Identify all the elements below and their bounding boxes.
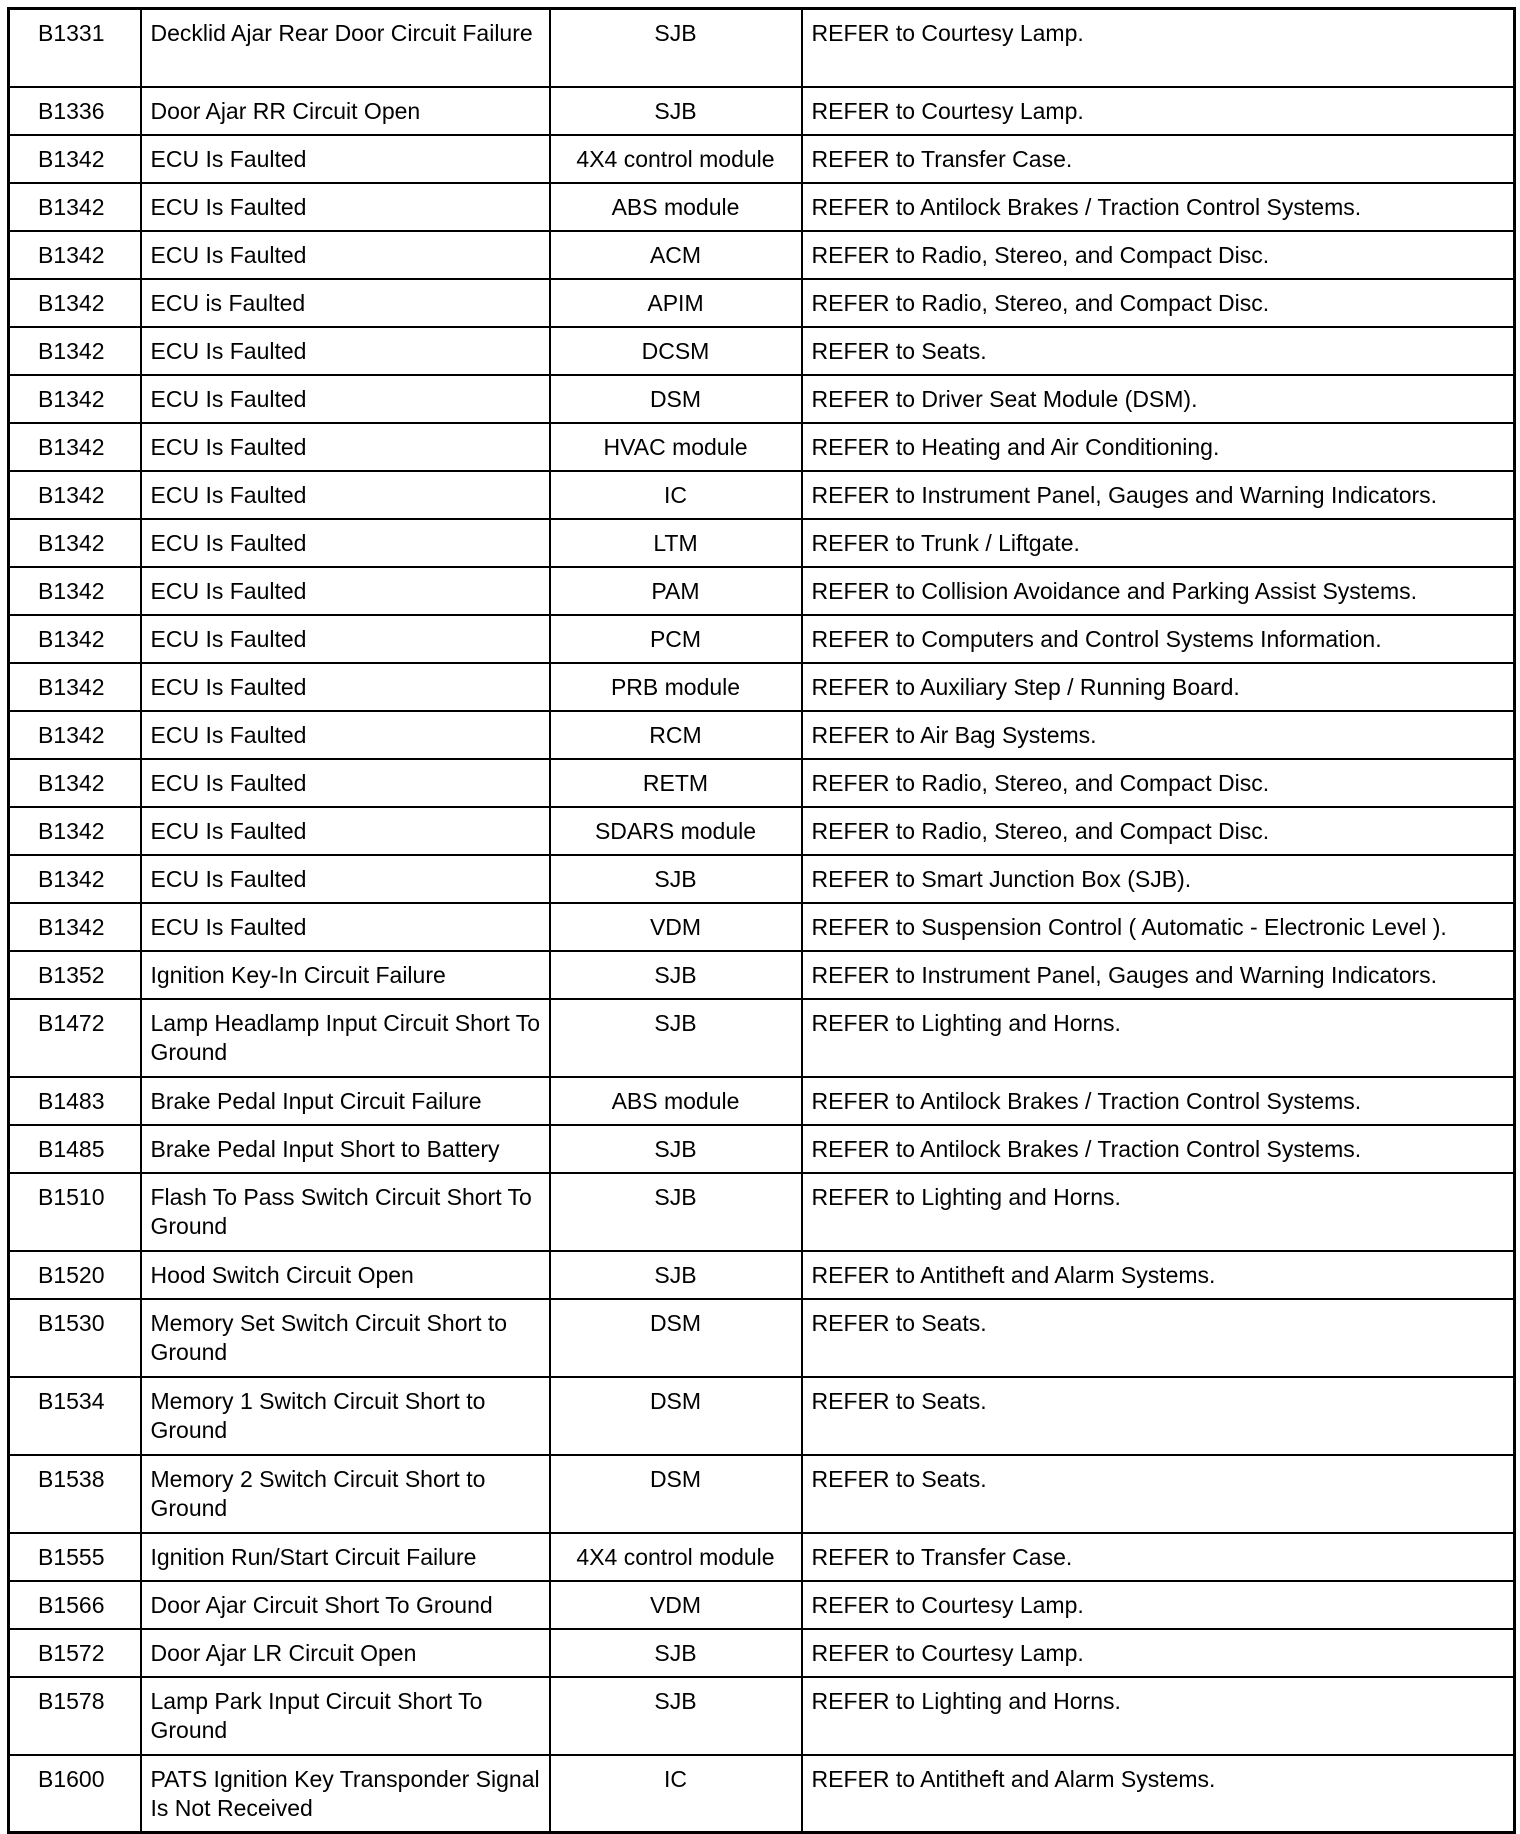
dtc-description-cell: ECU Is Faulted: [141, 567, 550, 615]
dtc-description-cell: Ignition Key-In Circuit Failure: [141, 951, 550, 999]
table-row: [9, 759, 1515, 807]
dtc-table: [7, 7, 1516, 1834]
table-row: [9, 327, 1515, 375]
dtc-table-body: [9, 9, 1515, 1833]
dtc-code-cell: B1342: [9, 423, 141, 471]
table-row: [9, 615, 1515, 663]
module-name-cell: ABS module: [550, 183, 802, 231]
module-name-cell: APIM: [550, 279, 802, 327]
dtc-code-cell: B1566: [9, 1581, 141, 1629]
table-row: [9, 567, 1515, 615]
table-row: [9, 471, 1515, 519]
table-row: [9, 375, 1515, 423]
action-text-cell: REFER to Collision Avoidance and Parking Assist Systems.: [802, 567, 1515, 615]
dtc-description-cell: Lamp Park Input Circuit Short To Ground: [141, 1677, 550, 1755]
dtc-code-cell: B1342: [9, 711, 141, 759]
action-text-cell: REFER to Antitheft and Alarm Systems.: [802, 1755, 1515, 1833]
dtc-code-cell: B1342: [9, 327, 141, 375]
action-text-cell: REFER to Driver Seat Module (DSM).: [802, 375, 1515, 423]
dtc-description-cell: Flash To Pass Switch Circuit Short To Ground: [141, 1173, 550, 1251]
module-name-cell: ABS module: [550, 1077, 802, 1125]
module-name-cell: SJB: [550, 87, 802, 135]
module-name-cell: IC: [550, 471, 802, 519]
dtc-code-cell: B1485: [9, 1125, 141, 1173]
dtc-code-cell: B1342: [9, 471, 141, 519]
dtc-code-cell: B1342: [9, 759, 141, 807]
module-name-cell: LTM: [550, 519, 802, 567]
dtc-description-cell: ECU Is Faulted: [141, 519, 550, 567]
table-row: [9, 9, 1515, 87]
action-text-cell: REFER to Radio, Stereo, and Compact Disc.: [802, 231, 1515, 279]
module-name-cell: DSM: [550, 375, 802, 423]
dtc-code-cell: B1336: [9, 87, 141, 135]
table-row: [9, 1533, 1515, 1581]
action-text-cell: REFER to Computers and Control Systems Information.: [802, 615, 1515, 663]
dtc-description-cell: ECU Is Faulted: [141, 471, 550, 519]
module-name-cell: SDARS module: [550, 807, 802, 855]
dtc-code-cell: B1472: [9, 999, 141, 1077]
module-name-cell: DSM: [550, 1377, 802, 1455]
dtc-description-cell: ECU Is Faulted: [141, 327, 550, 375]
table-row: [9, 1173, 1515, 1251]
module-name-cell: SJB: [550, 1251, 802, 1299]
module-name-cell: SJB: [550, 999, 802, 1077]
module-name-cell: DSM: [550, 1455, 802, 1533]
table-row: [9, 1455, 1515, 1533]
action-text-cell: REFER to Courtesy Lamp.: [802, 87, 1515, 135]
module-name-cell: ACM: [550, 231, 802, 279]
table-row: [9, 279, 1515, 327]
dtc-description-cell: Memory Set Switch Circuit Short to Ground: [141, 1299, 550, 1377]
module-name-cell: DCSM: [550, 327, 802, 375]
action-text-cell: REFER to Transfer Case.: [802, 1533, 1515, 1581]
action-text-cell: REFER to Instrument Panel, Gauges and Warning Indicators.: [802, 471, 1515, 519]
dtc-code-cell: B1352: [9, 951, 141, 999]
dtc-description-cell: ECU Is Faulted: [141, 759, 550, 807]
dtc-description-cell: Memory 1 Switch Circuit Short to Ground: [141, 1377, 550, 1455]
action-text-cell: REFER to Seats.: [802, 1299, 1515, 1377]
action-text-cell: REFER to Suspension Control ( Automatic - Electronic Level ).: [802, 903, 1515, 951]
action-text-cell: REFER to Heating and Air Conditioning.: [802, 423, 1515, 471]
table-row: [9, 1251, 1515, 1299]
action-text-cell: REFER to Courtesy Lamp.: [802, 1581, 1515, 1629]
action-text-cell: REFER to Instrument Panel, Gauges and Warning Indicators.: [802, 951, 1515, 999]
module-name-cell: VDM: [550, 1581, 802, 1629]
dtc-description-cell: ECU Is Faulted: [141, 615, 550, 663]
table-row: [9, 1377, 1515, 1455]
table-row: [9, 951, 1515, 999]
action-text-cell: REFER to Radio, Stereo, and Compact Disc.: [802, 279, 1515, 327]
dtc-code-cell: B1578: [9, 1677, 141, 1755]
dtc-code-cell: B1534: [9, 1377, 141, 1455]
action-text-cell: REFER to Air Bag Systems.: [802, 711, 1515, 759]
dtc-code-cell: B1555: [9, 1533, 141, 1581]
module-name-cell: PRB module: [550, 663, 802, 711]
module-name-cell: 4X4 control module: [550, 135, 802, 183]
action-text-cell: REFER to Seats.: [802, 1377, 1515, 1455]
action-text-cell: REFER to Smart Junction Box (SJB).: [802, 855, 1515, 903]
action-text-cell: REFER to Auxiliary Step / Running Board.: [802, 663, 1515, 711]
action-text-cell: REFER to Lighting and Horns.: [802, 1173, 1515, 1251]
dtc-description-cell: Door Ajar RR Circuit Open: [141, 87, 550, 135]
dtc-description-cell: Ignition Run/Start Circuit Failure: [141, 1533, 550, 1581]
dtc-description-cell: ECU Is Faulted: [141, 375, 550, 423]
action-text-cell: REFER to Seats.: [802, 1455, 1515, 1533]
module-name-cell: IC: [550, 1755, 802, 1833]
action-text-cell: REFER to Antilock Brakes / Traction Control Systems.: [802, 1077, 1515, 1125]
dtc-description-cell: ECU Is Faulted: [141, 183, 550, 231]
module-name-cell: SJB: [550, 9, 802, 87]
dtc-description-cell: Hood Switch Circuit Open: [141, 1251, 550, 1299]
dtc-description-cell: Brake Pedal Input Short to Battery: [141, 1125, 550, 1173]
module-name-cell: HVAC module: [550, 423, 802, 471]
dtc-code-cell: B1538: [9, 1455, 141, 1533]
table-row: [9, 135, 1515, 183]
dtc-description-cell: Memory 2 Switch Circuit Short to Ground: [141, 1455, 550, 1533]
dtc-code-cell: B1510: [9, 1173, 141, 1251]
table-row: [9, 903, 1515, 951]
dtc-code-cell: B1342: [9, 807, 141, 855]
action-text-cell: REFER to Antitheft and Alarm Systems.: [802, 1251, 1515, 1299]
dtc-code-cell: B1331: [9, 9, 141, 87]
dtc-code-cell: B1520: [9, 1251, 141, 1299]
table-row: [9, 1077, 1515, 1125]
dtc-code-cell: B1342: [9, 615, 141, 663]
dtc-code-cell: B1342: [9, 183, 141, 231]
action-text-cell: REFER to Antilock Brakes / Traction Control Systems.: [802, 1125, 1515, 1173]
dtc-code-cell: B1342: [9, 663, 141, 711]
module-name-cell: SJB: [550, 855, 802, 903]
table-row: [9, 999, 1515, 1077]
module-name-cell: RETM: [550, 759, 802, 807]
dtc-description-cell: Brake Pedal Input Circuit Failure: [141, 1077, 550, 1125]
module-name-cell: DSM: [550, 1299, 802, 1377]
module-name-cell: RCM: [550, 711, 802, 759]
dtc-description-cell: ECU Is Faulted: [141, 903, 550, 951]
dtc-code-cell: B1530: [9, 1299, 141, 1377]
dtc-code-cell: B1342: [9, 855, 141, 903]
dtc-description-cell: PATS Ignition Key Transponder Signal Is Not Received: [141, 1755, 550, 1833]
table-row: [9, 663, 1515, 711]
module-name-cell: PAM: [550, 567, 802, 615]
action-text-cell: REFER to Antilock Brakes / Traction Control Systems.: [802, 183, 1515, 231]
dtc-code-cell: B1600: [9, 1755, 141, 1833]
dtc-code-cell: B1483: [9, 1077, 141, 1125]
module-name-cell: SJB: [550, 1173, 802, 1251]
module-name-cell: SJB: [550, 951, 802, 999]
action-text-cell: REFER to Courtesy Lamp.: [802, 1629, 1515, 1677]
action-text-cell: REFER to Lighting and Horns.: [802, 999, 1515, 1077]
dtc-code-cell: B1342: [9, 519, 141, 567]
dtc-code-cell: B1572: [9, 1629, 141, 1677]
module-name-cell: SJB: [550, 1677, 802, 1755]
dtc-description-cell: Lamp Headlamp Input Circuit Short To Ground: [141, 999, 550, 1077]
action-text-cell: REFER to Lighting and Horns.: [802, 1677, 1515, 1755]
dtc-code-cell: B1342: [9, 903, 141, 951]
action-text-cell: REFER to Trunk / Liftgate.: [802, 519, 1515, 567]
dtc-description-cell: ECU Is Faulted: [141, 711, 550, 759]
table-row: [9, 855, 1515, 903]
dtc-code-cell: B1342: [9, 231, 141, 279]
table-row: [9, 1629, 1515, 1677]
dtc-description-cell: ECU Is Faulted: [141, 663, 550, 711]
table-row: [9, 1755, 1515, 1833]
table-row: [9, 1677, 1515, 1755]
dtc-description-cell: ECU Is Faulted: [141, 231, 550, 279]
action-text-cell: REFER to Seats.: [802, 327, 1515, 375]
dtc-code-cell: B1342: [9, 279, 141, 327]
table-row: [9, 183, 1515, 231]
module-name-cell: SJB: [550, 1629, 802, 1677]
module-name-cell: 4X4 control module: [550, 1533, 802, 1581]
dtc-description-cell: Door Ajar LR Circuit Open: [141, 1629, 550, 1677]
dtc-description-cell: ECU Is Faulted: [141, 807, 550, 855]
dtc-code-cell: B1342: [9, 375, 141, 423]
table-row: [9, 519, 1515, 567]
action-text-cell: REFER to Courtesy Lamp.: [802, 9, 1515, 87]
dtc-code-cell: B1342: [9, 135, 141, 183]
dtc-code-cell: B1342: [9, 567, 141, 615]
table-row: [9, 423, 1515, 471]
module-name-cell: VDM: [550, 903, 802, 951]
table-row: [9, 1299, 1515, 1377]
action-text-cell: REFER to Transfer Case.: [802, 135, 1515, 183]
dtc-description-cell: ECU is Faulted: [141, 279, 550, 327]
dtc-description-cell: ECU Is Faulted: [141, 423, 550, 471]
table-row: [9, 711, 1515, 759]
table-row: [9, 1125, 1515, 1173]
table-row: [9, 807, 1515, 855]
dtc-description-cell: ECU Is Faulted: [141, 855, 550, 903]
action-text-cell: REFER to Radio, Stereo, and Compact Disc.: [802, 807, 1515, 855]
action-text-cell: REFER to Radio, Stereo, and Compact Disc.: [802, 759, 1515, 807]
module-name-cell: PCM: [550, 615, 802, 663]
table-row: [9, 231, 1515, 279]
table-row: [9, 1581, 1515, 1629]
table-row: [9, 87, 1515, 135]
dtc-description-cell: Decklid Ajar Rear Door Circuit Failure: [141, 9, 550, 87]
dtc-description-cell: ECU Is Faulted: [141, 135, 550, 183]
module-name-cell: SJB: [550, 1125, 802, 1173]
dtc-description-cell: Door Ajar Circuit Short To Ground: [141, 1581, 550, 1629]
